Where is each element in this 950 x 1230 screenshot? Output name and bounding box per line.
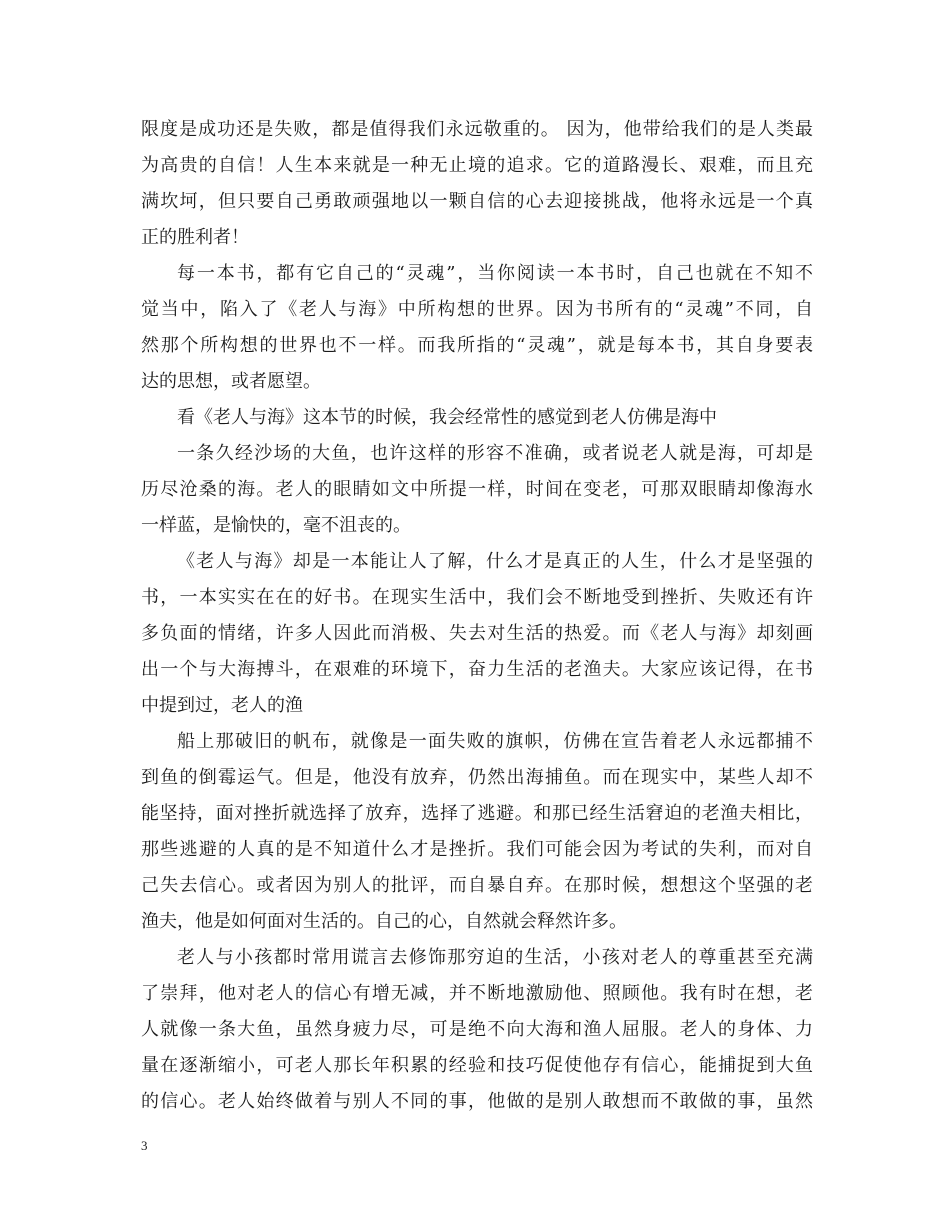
text-line: 中提到过，老人的渔 — [141, 695, 303, 716]
text-line: 老人与小孩都时常用谎言去修饰那穷迫的生活，小孩对老人的尊重甚至充满 — [177, 947, 813, 968]
text-line: 了崇拜，他对老人的信心有增无减，并不断地激励他、照顾他。我有时在想，老 — [141, 983, 813, 1004]
text-line: 到鱼的倒霉运气。但是，他没有放弃，仍然出海捕鱼。而在现实中，某些人却不 — [141, 767, 813, 788]
text-line: 然那个所构想的世界也不一样。而我所指的“灵魂”，就是每本书，其自身要表 — [141, 335, 813, 356]
text-line: 觉当中，陷入了《老人与海》中所构想的世界。因为书所有的“灵魂”不同，自 — [141, 299, 813, 320]
text-line: 出一个与大海搏斗，在艰难的环境下，奋力生活的老渔夫。大家应该记得，在书 — [141, 659, 813, 680]
document-body — [141, 112, 813, 1120]
text-line: 一条久经沙场的大鱼，也许这样的形容不准确，或者说老人就是海，可却是 — [177, 443, 813, 464]
text-line: 量在逐渐缩小，可老人那长年积累的经验和技巧促使他存有信心，能捕捉到大鱼 — [141, 1055, 813, 1076]
text-line: 的信心。老人始终做着与别人不同的事，他做的是别人敢想而不敢做的事，虽然 — [141, 1091, 813, 1112]
text-line: 一样蓝，是愉快的，毫不沮丧的。 — [141, 515, 411, 536]
text-line: 正的胜利者！ — [141, 227, 249, 248]
text-line: 船上那破旧的帆布，就像是一面失败的旗帜，仿佛在宣告着老人永远都捕不 — [177, 731, 813, 752]
text-line: 《老人与海》却是一本能让人了解，什么才是真正的人生，什么才是坚强的 — [177, 551, 813, 572]
text-line: 限度是成功还是失败，都是值得我们永远敬重的。 因为，他带给我们的是人类最 — [141, 119, 813, 140]
text-line: 人就像一条大鱼，虽然身疲力尽，可是绝不向大海和渔人屈服。老人的身体、力 — [141, 1019, 813, 1040]
text-line: 书，一本实实在在的好书。在现实生活中，我们会不断地受到挫折、失败还有许 — [141, 587, 813, 608]
text-line: 己失去信心。或者因为别人的批评，而自暴自弃。在那时候，想想这个坚强的老 — [141, 875, 813, 896]
text-line: 看《老人与海》这本节的时候，我会经常性的感觉到老人仿佛是海中 — [177, 407, 717, 428]
text-line: 每一本书，都有它自己的“灵魂”，当你阅读一本书时，自己也就在不知不 — [177, 263, 813, 284]
text-line: 渔夫，他是如何面对生活的。自己的心，自然就会释然许多。 — [141, 911, 627, 932]
text-line: 满坎坷，但只要自己勇敢顽强地以一颗自信的心去迎接挑战，他将永远是一个真 — [141, 191, 813, 212]
text-line: 为高贵的自信！人生本来就是一种无止境的追求。它的道路漫长、艰难，而且充 — [141, 155, 813, 176]
text-line: 能坚持，面对挫折就选择了放弃，选择了逃避。和那已经生活窘迫的老渔夫相比， — [141, 803, 813, 824]
text-line: 多负面的情绪，许多人因此而消极、失去对生活的热爱。而《老人与海》却刻画 — [141, 623, 813, 644]
text-line: 历尽沧桑的海。老人的眼睛如文中所提一样，时间在变老，可那双眼睛却像海水 — [141, 479, 813, 500]
text-line: 达的思想，或者愿望。 — [141, 371, 321, 392]
page-number: 3 — [141, 1138, 148, 1153]
text-line: 那些逃避的人真的是不知道什么才是挫折。我们可能会因为考试的失利，而对自 — [141, 839, 813, 860]
